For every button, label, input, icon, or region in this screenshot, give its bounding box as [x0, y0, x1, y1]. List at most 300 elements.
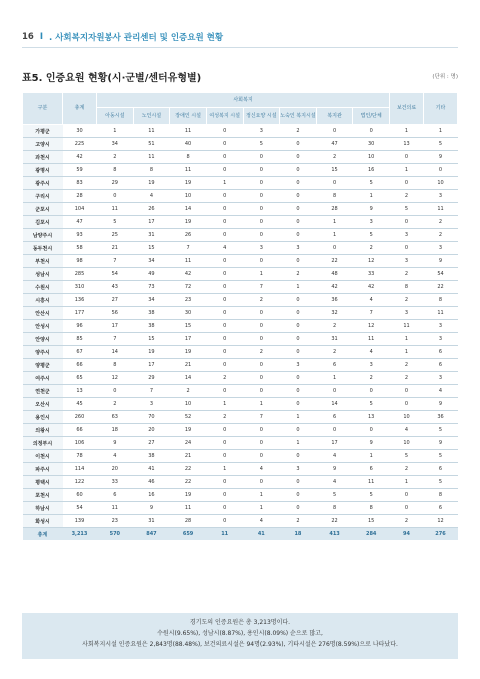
value-cell: 0 — [280, 320, 317, 333]
value-cell: 0 — [206, 333, 243, 346]
value-cell: 11 — [170, 502, 207, 515]
value-cell: 3 — [280, 463, 317, 476]
value-cell: 2 — [280, 268, 317, 281]
region-cell: 안산시 — [23, 307, 63, 320]
value-cell: 9 — [424, 437, 458, 450]
value-cell: 6 — [353, 463, 390, 476]
value-cell: 17 — [170, 333, 207, 346]
value-cell: 570 — [97, 528, 134, 541]
value-cell: 4 — [390, 424, 424, 437]
value-cell: 11 — [97, 203, 134, 216]
table-unit: (단위 : 명) — [432, 74, 458, 80]
table-row — [23, 398, 458, 411]
value-cell: 19 — [170, 346, 207, 359]
value-cell: 0 — [206, 359, 243, 372]
value-cell: 0 — [206, 268, 243, 281]
table-row — [23, 242, 458, 255]
section-numeral: Ⅰ — [39, 32, 44, 42]
value-cell: 0 — [243, 359, 280, 372]
value-cell: 93 — [63, 229, 97, 242]
value-cell: 17 — [316, 437, 353, 450]
value-cell: 15 — [316, 164, 353, 177]
value-cell: 2 — [390, 515, 424, 528]
value-cell: 6 — [424, 346, 458, 359]
value-cell: 2 — [424, 216, 458, 229]
value-cell: 36 — [424, 411, 458, 424]
value-cell: 14 — [170, 372, 207, 385]
value-cell: 0 — [243, 424, 280, 437]
value-cell: 43 — [97, 281, 134, 294]
value-cell: 260 — [63, 411, 97, 424]
value-cell: 20 — [97, 463, 134, 476]
value-cell: 0 — [280, 294, 317, 307]
value-cell: 38 — [133, 320, 170, 333]
value-cell: 8 — [353, 502, 390, 515]
value-cell: 11 — [206, 528, 243, 541]
value-cell: 0 — [206, 138, 243, 151]
value-cell: 19 — [170, 216, 207, 229]
value-cell: 0 — [280, 424, 317, 437]
value-cell: 2 — [243, 346, 280, 359]
value-cell: 3 — [390, 229, 424, 242]
value-cell: 0 — [280, 450, 317, 463]
value-cell: 5 — [353, 489, 390, 502]
table-row — [23, 424, 458, 437]
header-region: 구분 — [23, 93, 63, 125]
value-cell: 0 — [280, 203, 317, 216]
value-cell: 73 — [133, 281, 170, 294]
value-cell: 14 — [170, 203, 207, 216]
value-cell: 0 — [243, 255, 280, 268]
value-cell: 8 — [97, 359, 134, 372]
value-cell: 17 — [97, 320, 134, 333]
value-cell: 83 — [63, 177, 97, 190]
value-cell: 11 — [353, 333, 390, 346]
value-cell: 1 — [280, 411, 317, 424]
region-cell: 평택시 — [23, 476, 63, 489]
value-cell: 2 — [316, 151, 353, 164]
value-cell: 0 — [243, 190, 280, 203]
region-cell: 과천시 — [23, 151, 63, 164]
header-welfare-col: 여성복지 시설 — [206, 108, 243, 125]
header-health: 보건의료 — [390, 93, 424, 125]
value-cell: 17 — [133, 216, 170, 229]
value-cell: 11 — [424, 307, 458, 320]
value-cell: 0 — [424, 164, 458, 177]
value-cell: 2 — [243, 294, 280, 307]
value-cell: 18 — [280, 528, 317, 541]
value-cell: 0 — [206, 385, 243, 398]
table-row — [23, 476, 458, 489]
value-cell: 1 — [206, 177, 243, 190]
value-cell: 2 — [280, 515, 317, 528]
value-cell: 17 — [133, 359, 170, 372]
value-cell: 21 — [170, 359, 207, 372]
value-cell: 28 — [316, 203, 353, 216]
value-cell: 0 — [206, 489, 243, 502]
value-cell: 31 — [133, 229, 170, 242]
value-cell: 5 — [353, 398, 390, 411]
value-cell: 42 — [353, 281, 390, 294]
region-cell: 가평군 — [23, 125, 63, 138]
region-cell: 남양주시 — [23, 229, 63, 242]
region-cell: 동두천시 — [23, 242, 63, 255]
value-cell: 78 — [63, 450, 97, 463]
value-cell: 3 — [424, 333, 458, 346]
region-cell: 의왕시 — [23, 424, 63, 437]
header-welfare-col: 법인/단체 — [353, 108, 390, 125]
value-cell: 54 — [97, 268, 134, 281]
value-cell: 139 — [63, 515, 97, 528]
value-cell: 5 — [243, 138, 280, 151]
value-cell: 2 — [316, 320, 353, 333]
value-cell: 6 — [424, 359, 458, 372]
value-cell: 11 — [133, 125, 170, 138]
value-cell: 0 — [243, 372, 280, 385]
value-cell: 7 — [243, 411, 280, 424]
value-cell: 6 — [316, 411, 353, 424]
value-cell: 58 — [63, 242, 97, 255]
value-cell: 65 — [63, 372, 97, 385]
value-cell: 6 — [97, 489, 134, 502]
value-cell: 6 — [424, 502, 458, 515]
value-cell: 16 — [353, 164, 390, 177]
value-cell: 3 — [280, 359, 317, 372]
value-cell: 72 — [170, 281, 207, 294]
value-cell: 30 — [63, 125, 97, 138]
value-cell: 3 — [353, 216, 390, 229]
value-cell: 38 — [133, 307, 170, 320]
value-cell: 60 — [63, 489, 97, 502]
value-cell: 41 — [133, 463, 170, 476]
value-cell: 5 — [424, 424, 458, 437]
value-cell: 8 — [424, 294, 458, 307]
summary-note — [22, 613, 458, 659]
table-row — [23, 372, 458, 385]
value-cell: 0 — [280, 398, 317, 411]
table-row — [23, 320, 458, 333]
value-cell: 23 — [170, 294, 207, 307]
value-cell: 104 — [63, 203, 97, 216]
table-row — [23, 164, 458, 177]
value-cell: 285 — [63, 268, 97, 281]
value-cell: 0 — [316, 242, 353, 255]
value-cell: 3 — [243, 125, 280, 138]
value-cell: 4 — [424, 385, 458, 398]
header-other: 기타 — [424, 93, 458, 125]
value-cell: 23 — [97, 515, 134, 528]
table-row — [23, 463, 458, 476]
value-cell: 0 — [390, 489, 424, 502]
value-cell: 7 — [133, 385, 170, 398]
value-cell: 13 — [63, 385, 97, 398]
value-cell: 2 — [390, 359, 424, 372]
value-cell: 98 — [63, 255, 97, 268]
region-cell: 하남시 — [23, 502, 63, 515]
header-welfare-col: 복지관 — [316, 108, 353, 125]
value-cell: 0 — [206, 437, 243, 450]
value-cell: 1 — [243, 398, 280, 411]
value-cell: 0 — [243, 203, 280, 216]
region-cell: 양평군 — [23, 359, 63, 372]
value-cell: 0 — [243, 333, 280, 346]
value-cell: 0 — [243, 307, 280, 320]
value-cell: 47 — [316, 138, 353, 151]
value-cell: 42 — [63, 151, 97, 164]
value-cell: 0 — [280, 177, 317, 190]
value-cell: 0 — [97, 190, 134, 203]
value-cell: 22 — [316, 255, 353, 268]
value-cell: 42 — [170, 268, 207, 281]
value-cell: 4 — [353, 294, 390, 307]
value-cell: 49 — [133, 268, 170, 281]
value-cell: 1 — [390, 164, 424, 177]
value-cell: 177 — [63, 307, 97, 320]
value-cell: 0 — [206, 203, 243, 216]
value-cell: 26 — [170, 229, 207, 242]
table-row — [23, 255, 458, 268]
region-cell: 김포시 — [23, 216, 63, 229]
region-cell: 군포시 — [23, 203, 63, 216]
value-cell: 2 — [390, 294, 424, 307]
value-cell: 3 — [133, 398, 170, 411]
value-cell: 41 — [243, 528, 280, 541]
header-welfare-col: 정신요양 시설 — [243, 108, 280, 125]
value-cell: 11 — [170, 255, 207, 268]
value-cell: 11 — [390, 320, 424, 333]
value-cell: 0 — [280, 190, 317, 203]
value-cell: 10 — [353, 151, 390, 164]
value-cell: 36 — [316, 294, 353, 307]
value-cell: 5 — [353, 229, 390, 242]
value-cell: 7 — [170, 242, 207, 255]
value-cell: 2 — [390, 190, 424, 203]
value-cell: 45 — [63, 398, 97, 411]
value-cell: 4 — [206, 242, 243, 255]
value-cell: 85 — [63, 333, 97, 346]
value-cell: 4 — [316, 450, 353, 463]
value-cell: 10 — [424, 177, 458, 190]
value-cell: 0 — [280, 229, 317, 242]
region-cell: 수원시 — [23, 281, 63, 294]
value-cell: 56 — [97, 307, 134, 320]
value-cell: 1 — [316, 216, 353, 229]
region-cell: 안성시 — [23, 320, 63, 333]
note-line: 경기도의 인증요원은 총 3,213명이다. — [189, 619, 291, 626]
table-row — [23, 138, 458, 151]
value-cell: 0 — [390, 177, 424, 190]
value-cell: 13 — [353, 411, 390, 424]
value-cell: 19 — [133, 346, 170, 359]
value-cell: 2 — [206, 411, 243, 424]
value-cell: 11 — [424, 203, 458, 216]
value-cell: 7 — [97, 255, 134, 268]
region-cell: 연천군 — [23, 385, 63, 398]
value-cell: 4 — [243, 463, 280, 476]
value-cell: 1 — [97, 125, 134, 138]
value-cell: 67 — [63, 346, 97, 359]
value-cell: 26 — [133, 203, 170, 216]
value-cell: 0 — [243, 229, 280, 242]
value-cell: 40 — [170, 138, 207, 151]
value-cell: 96 — [63, 320, 97, 333]
value-cell: 225 — [63, 138, 97, 151]
value-cell: 0 — [280, 489, 317, 502]
value-cell: 4 — [97, 450, 134, 463]
value-cell: 2 — [170, 385, 207, 398]
value-cell: 276 — [424, 528, 458, 541]
value-cell: 46 — [133, 476, 170, 489]
value-cell: 2 — [206, 372, 243, 385]
value-cell: 0 — [243, 151, 280, 164]
value-cell: 0 — [243, 164, 280, 177]
table-row — [23, 411, 458, 424]
value-cell: 5 — [390, 450, 424, 463]
value-cell: 413 — [316, 528, 353, 541]
value-cell: 659 — [170, 528, 207, 541]
value-cell: 10 — [170, 190, 207, 203]
value-cell: 4 — [133, 190, 170, 203]
value-cell: 32 — [316, 307, 353, 320]
value-cell: 0 — [390, 216, 424, 229]
region-cell: 광주시 — [23, 177, 63, 190]
value-cell: 11 — [353, 476, 390, 489]
header-welfare-col: 아동시설 — [97, 108, 134, 125]
value-cell: 34 — [133, 255, 170, 268]
value-cell: 13 — [390, 138, 424, 151]
value-cell: 0 — [243, 320, 280, 333]
value-cell: 34 — [97, 138, 134, 151]
value-cell: 0 — [243, 216, 280, 229]
region-cell: 구리시 — [23, 190, 63, 203]
value-cell: 16 — [133, 489, 170, 502]
value-cell: 1 — [316, 229, 353, 242]
value-cell: 0 — [280, 346, 317, 359]
region-cell: 이천시 — [23, 450, 63, 463]
value-cell: 0 — [280, 385, 317, 398]
value-cell: 3 — [353, 359, 390, 372]
value-cell: 0 — [206, 450, 243, 463]
value-cell: 10 — [390, 411, 424, 424]
value-cell: 0 — [206, 229, 243, 242]
value-cell: 0 — [206, 307, 243, 320]
value-cell: 0 — [353, 125, 390, 138]
value-cell: 0 — [206, 515, 243, 528]
value-cell: 15 — [170, 320, 207, 333]
value-cell: 48 — [316, 268, 353, 281]
value-cell: 31 — [133, 515, 170, 528]
table-row — [23, 346, 458, 359]
value-cell: 136 — [63, 294, 97, 307]
value-cell: 1 — [316, 372, 353, 385]
region-cell: 양주시 — [23, 346, 63, 359]
table-row — [23, 437, 458, 450]
value-cell: 0 — [206, 476, 243, 489]
value-cell: 52 — [170, 411, 207, 424]
region-cell: 총계 — [23, 528, 63, 541]
value-cell: 2 — [390, 268, 424, 281]
value-cell: 29 — [133, 372, 170, 385]
value-cell: 1 — [390, 333, 424, 346]
value-cell: 2 — [97, 151, 134, 164]
certified-staff-table — [22, 92, 458, 540]
value-cell: 21 — [170, 450, 207, 463]
value-cell: 24 — [170, 437, 207, 450]
value-cell: 1 — [280, 281, 317, 294]
value-cell: 1 — [206, 398, 243, 411]
value-cell: 31 — [316, 333, 353, 346]
region-cell: 포천시 — [23, 489, 63, 502]
value-cell: 28 — [63, 190, 97, 203]
note-line: 사회복지시설 인증요원은 2,843명(88.48%), 보건의료시설은 94명(2.93%), 기타시설은 276명(8.59%)으로 나타났다. — [82, 641, 398, 648]
value-cell: 0 — [243, 437, 280, 450]
value-cell: 0 — [390, 502, 424, 515]
value-cell: 0 — [316, 125, 353, 138]
value-cell: 22 — [170, 476, 207, 489]
value-cell: 6 — [424, 463, 458, 476]
value-cell: 0 — [280, 216, 317, 229]
value-cell: 0 — [206, 216, 243, 229]
value-cell: 19 — [170, 489, 207, 502]
value-cell: 3,213 — [63, 528, 97, 541]
value-cell: 3 — [424, 372, 458, 385]
value-cell: 0 — [243, 385, 280, 398]
table-row — [23, 190, 458, 203]
value-cell: 1 — [424, 125, 458, 138]
value-cell: 70 — [133, 411, 170, 424]
value-cell: 1 — [353, 190, 390, 203]
value-cell: 34 — [133, 294, 170, 307]
value-cell: 4 — [243, 515, 280, 528]
header-divider — [22, 47, 458, 48]
value-cell: 2 — [353, 372, 390, 385]
value-cell: 2 — [280, 125, 317, 138]
value-cell: 0 — [206, 151, 243, 164]
value-cell: 14 — [97, 346, 134, 359]
value-cell: 5 — [424, 450, 458, 463]
section-title: . 사회복지자원봉사 관리센터 및 인증요원 현황 — [49, 33, 224, 43]
value-cell: 9 — [316, 463, 353, 476]
value-cell: 22 — [316, 515, 353, 528]
value-cell: 0 — [390, 242, 424, 255]
value-cell: 59 — [63, 164, 97, 177]
value-cell: 5 — [424, 138, 458, 151]
value-cell: 9 — [424, 398, 458, 411]
region-cell: 여주시 — [23, 372, 63, 385]
total-row — [23, 528, 458, 541]
value-cell: 8 — [390, 281, 424, 294]
value-cell: 66 — [63, 359, 97, 372]
value-cell: 27 — [133, 437, 170, 450]
value-cell: 42 — [316, 281, 353, 294]
value-cell: 12 — [424, 515, 458, 528]
region-cell: 안양시 — [23, 333, 63, 346]
value-cell: 7 — [243, 281, 280, 294]
value-cell: 0 — [206, 502, 243, 515]
value-cell: 38 — [133, 450, 170, 463]
value-cell: 310 — [63, 281, 97, 294]
value-cell: 8 — [133, 164, 170, 177]
table-row — [23, 177, 458, 190]
value-cell: 15 — [133, 333, 170, 346]
value-cell: 12 — [97, 372, 134, 385]
value-cell: 0 — [316, 424, 353, 437]
value-cell: 0 — [206, 164, 243, 177]
value-cell: 0 — [280, 307, 317, 320]
value-cell: 1 — [243, 489, 280, 502]
region-cell: 부천시 — [23, 255, 63, 268]
table-row — [23, 450, 458, 463]
